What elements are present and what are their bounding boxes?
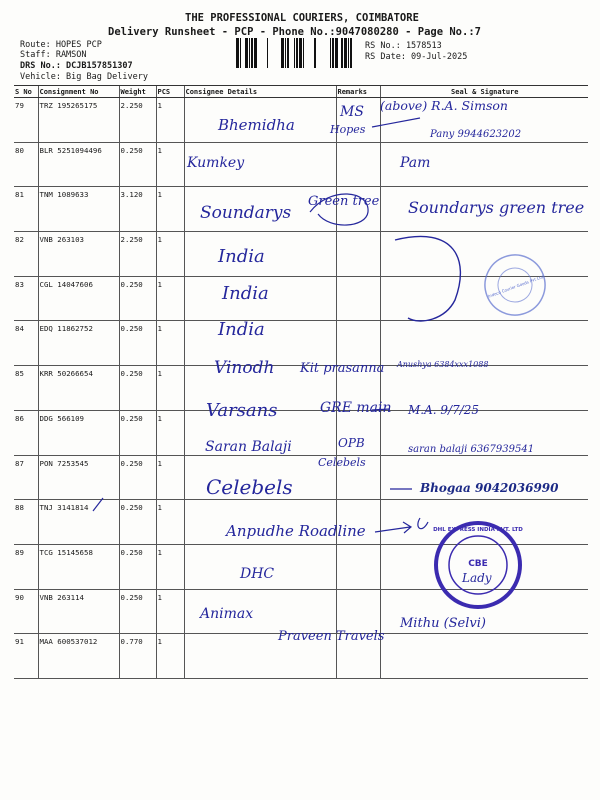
cell-pcs: 1: [156, 410, 184, 455]
cell-seal: [380, 276, 588, 321]
cell-remarks: [336, 276, 380, 321]
cell-sno: 85: [14, 366, 38, 411]
cell-sno: 87: [14, 455, 38, 500]
table-header-row: [14, 86, 588, 98]
hw-r91-consignee: Animax: [200, 606, 254, 622]
cell-seal: [380, 589, 588, 634]
cell-weight: 0.250: [119, 321, 156, 366]
hw-r87-remark: OPB: [338, 436, 365, 450]
hw-r91-remark: Praveen Travels: [278, 629, 385, 644]
cell-seal: [380, 187, 588, 232]
cell-seal: [380, 410, 588, 455]
cell-pcs: 1: [156, 544, 184, 589]
cell-weight: 0.250: [119, 410, 156, 455]
cell-weight: 2.250: [119, 232, 156, 277]
runsheet-table: [14, 85, 588, 679]
hw-r84-consignee: India: [218, 319, 265, 340]
cell-seal: [380, 455, 588, 500]
hw-r81-remark: Green tree: [308, 194, 380, 209]
hw-r88-remark: Celebels: [318, 456, 366, 469]
cell-pcs: 1: [156, 634, 184, 679]
cell-remarks: [336, 589, 380, 634]
barcode-bar: [350, 38, 352, 68]
company-title: THE PROFESSIONAL COURIERS, COIMBATORE: [185, 12, 419, 24]
hw-r79-remark-b: Hopes: [330, 123, 366, 136]
cell-sno: 79: [14, 98, 38, 143]
cell-pcs: 1: [156, 321, 184, 366]
hw-r79-consignee: Bhemidha: [218, 116, 295, 134]
cell-consignment: DDG 566109: [38, 410, 119, 455]
hw-r82-consignee: India: [218, 246, 265, 267]
hw-r89-consignee: Anpudhe Roadline: [226, 522, 366, 540]
hw-r86-remark: GRE main: [320, 400, 392, 416]
cell-weight: 3.120: [119, 187, 156, 232]
cell-sno: 84: [14, 321, 38, 366]
cell-remarks: [336, 410, 380, 455]
header-seal-signature: Seal & Signature: [380, 86, 588, 98]
cell-seal: [380, 634, 588, 679]
barcode-bar: [287, 38, 289, 68]
table-row: [14, 98, 588, 143]
barcode-bar: [332, 38, 334, 68]
cell-weight: 0.250: [119, 544, 156, 589]
cell-consignment: PON 7253545: [38, 455, 119, 500]
cell-consignment: TCG 15145658: [38, 544, 119, 589]
cell-seal: [380, 232, 588, 277]
cell-sno: 86: [14, 410, 38, 455]
cell-weight: 0.250: [119, 455, 156, 500]
barcode-bar: [341, 38, 343, 68]
header-consignee-details: Consignee Details: [184, 86, 336, 98]
cell-remarks: [336, 187, 380, 232]
cell-weight: 0.250: [119, 142, 156, 187]
barcode-bar: [335, 38, 338, 68]
table-row: [14, 366, 588, 411]
cell-consignee: [184, 276, 336, 321]
cell-consignment: TNJ 3141814: [38, 500, 119, 545]
hw-r83-consignee: India: [222, 283, 269, 304]
barcode-bar: [236, 38, 239, 68]
cell-seal: [380, 142, 588, 187]
cell-weight: 0.250: [119, 500, 156, 545]
indoco-stamp-text: Indoco Courier Goods Pvt Ltd: [487, 274, 544, 299]
cell-consignment: VNB 263114: [38, 589, 119, 634]
barcode-bar: [267, 38, 268, 68]
header-remarks: Remarks: [336, 86, 380, 98]
table-row: [14, 455, 588, 500]
table-row: [14, 232, 588, 277]
cell-sno: 81: [14, 187, 38, 232]
table-row: [14, 276, 588, 321]
cell-pcs: 1: [156, 589, 184, 634]
cell-seal: [380, 98, 588, 143]
cell-sno: 80: [14, 142, 38, 187]
barcode-bar: [296, 38, 298, 68]
cell-sno: 90: [14, 589, 38, 634]
rs-date: RS Date: 09-Jul-2025: [365, 52, 468, 62]
cell-pcs: 1: [156, 500, 184, 545]
barcode-bar: [299, 38, 302, 68]
table-row: [14, 634, 588, 679]
barcode-bar: [330, 38, 331, 68]
hw-r91-seal: Mithu (Selvi): [400, 616, 486, 631]
cell-remarks: [336, 232, 380, 277]
hw-r85-consignee: Vinodh: [214, 358, 275, 378]
cell-consignment: BLR 5251094496: [38, 142, 119, 187]
cell-sno: 88: [14, 500, 38, 545]
cell-consignee: [184, 589, 336, 634]
cell-remarks: [336, 455, 380, 500]
hw-r85-seal: Anushya 6384xxx1088: [397, 360, 489, 369]
cell-remarks: [336, 321, 380, 366]
cell-consignment: TNM 1089633: [38, 187, 119, 232]
hw-r81-seal: Soundarys green tree: [408, 198, 585, 217]
cell-consignee: [184, 366, 336, 411]
cell-remarks: [336, 142, 380, 187]
barcode-bar: [251, 38, 253, 68]
cell-remarks: [336, 366, 380, 411]
header-pcs: PCS: [156, 86, 184, 98]
cell-consignment: EDQ 11862752: [38, 321, 119, 366]
runsheet-subtitle: Delivery Runsheet - PCP - Phone No.:9047080280 - Page No.:7: [108, 26, 481, 38]
cell-consignment: CGL 14047606: [38, 276, 119, 321]
cell-remarks: [336, 544, 380, 589]
cell-pcs: 1: [156, 232, 184, 277]
vehicle-label: Vehicle: Big Bag Delivery: [20, 72, 148, 82]
cell-sno: 82: [14, 232, 38, 277]
barcode-bar: [314, 38, 316, 68]
barcode-bar: [249, 38, 250, 68]
cell-pcs: 1: [156, 187, 184, 232]
cell-consignee: [184, 232, 336, 277]
hw-r79-remark-a: MS: [340, 104, 364, 120]
cell-pcs: 1: [156, 142, 184, 187]
hw-r86-consignee: Varsans: [206, 400, 278, 421]
cell-consignment: VNB 263103: [38, 232, 119, 277]
table-row: [14, 142, 588, 187]
route-label: Route: HOPES PCP: [20, 40, 102, 50]
cell-consignee: [184, 98, 336, 143]
cell-weight: 0.250: [119, 366, 156, 411]
cell-pcs: 1: [156, 276, 184, 321]
table-row: [14, 544, 588, 589]
cell-consignee: [184, 410, 336, 455]
cell-seal: [380, 321, 588, 366]
cell-weight: 0.250: [119, 276, 156, 321]
table-row: [14, 187, 588, 232]
dhl-stamp-text: DHL EXPRESS INDIA PVT. LTD: [433, 527, 523, 533]
cell-seal: [380, 544, 588, 589]
hw-r87-consignee: Saran Balaji: [205, 439, 292, 455]
hw-r81-consignee: Soundarys: [200, 203, 292, 223]
staff-label: Staff: RAMSON: [20, 50, 87, 60]
hw-r86-seal: M.A. 9/7/25: [408, 403, 480, 417]
cell-consignment: KRR 50266654: [38, 366, 119, 411]
cell-weight: 0.250: [119, 589, 156, 634]
hw-r80-consignee: Kumkey: [187, 155, 245, 171]
table-row: [14, 410, 588, 455]
drs-number: DRS No.: DCJB157851307: [20, 61, 133, 71]
cell-consignee: [184, 321, 336, 366]
cell-weight: 0.770: [119, 634, 156, 679]
cell-sno: 89: [14, 544, 38, 589]
cell-consignee: [184, 544, 336, 589]
barcode-bar: [240, 38, 241, 68]
hw-r87-seal: saran balaji 6367939541: [408, 444, 535, 455]
table-row: [14, 589, 588, 634]
barcode-bar: [245, 38, 248, 68]
hw-r88-seal: Bhogaa 9042036990: [420, 481, 559, 495]
cell-remarks: [336, 500, 380, 545]
hw-r88-consignee: Celebels: [206, 475, 293, 499]
barcode-bar: [285, 38, 286, 68]
rs-number: RS No.: 1578513: [365, 41, 442, 51]
barcode-bar: [254, 38, 257, 68]
cell-pcs: 1: [156, 98, 184, 143]
cell-sno: 91: [14, 634, 38, 679]
cell-pcs: 1: [156, 455, 184, 500]
cell-consignee: [184, 455, 336, 500]
cell-weight: 2.250: [119, 98, 156, 143]
barcode-bar: [348, 38, 349, 68]
barcode: [234, 38, 359, 68]
barcode-bar: [303, 38, 304, 68]
table-row: [14, 500, 588, 545]
header-consignment: Consignment No: [38, 86, 119, 98]
header-weight: Weight: [119, 86, 156, 98]
cell-seal: [380, 366, 588, 411]
cell-consignment: TRZ 195265175: [38, 98, 119, 143]
table-row: [14, 321, 588, 366]
cell-consignee: [184, 142, 336, 187]
barcode-bar: [281, 38, 284, 68]
cell-consignee: [184, 187, 336, 232]
cell-consignment: MAA 600537012: [38, 634, 119, 679]
cell-sno: 83: [14, 276, 38, 321]
hw-r79-seal-b: Pany 9944623202: [430, 129, 522, 140]
cell-pcs: 1: [156, 366, 184, 411]
cell-seal: [380, 500, 588, 545]
hw-r85-remark: Kit prasanna: [300, 361, 385, 376]
cell-remarks: [336, 98, 380, 143]
barcode-bar: [294, 38, 295, 68]
cell-remarks: [336, 634, 380, 679]
hw-r90-consignee: DHC: [240, 566, 275, 582]
cell-consignee: [184, 500, 336, 545]
dhl-stamp-city: CBE: [468, 559, 488, 569]
dhl-stamp-signature: Lady: [462, 571, 492, 585]
cell-consignee: [184, 634, 336, 679]
header-sno: S No: [14, 86, 38, 98]
barcode-bar: [344, 38, 347, 68]
hw-r79-seal-a: (above) R.A. Simson: [380, 98, 508, 113]
hw-r80-seal: Pam: [400, 155, 431, 171]
